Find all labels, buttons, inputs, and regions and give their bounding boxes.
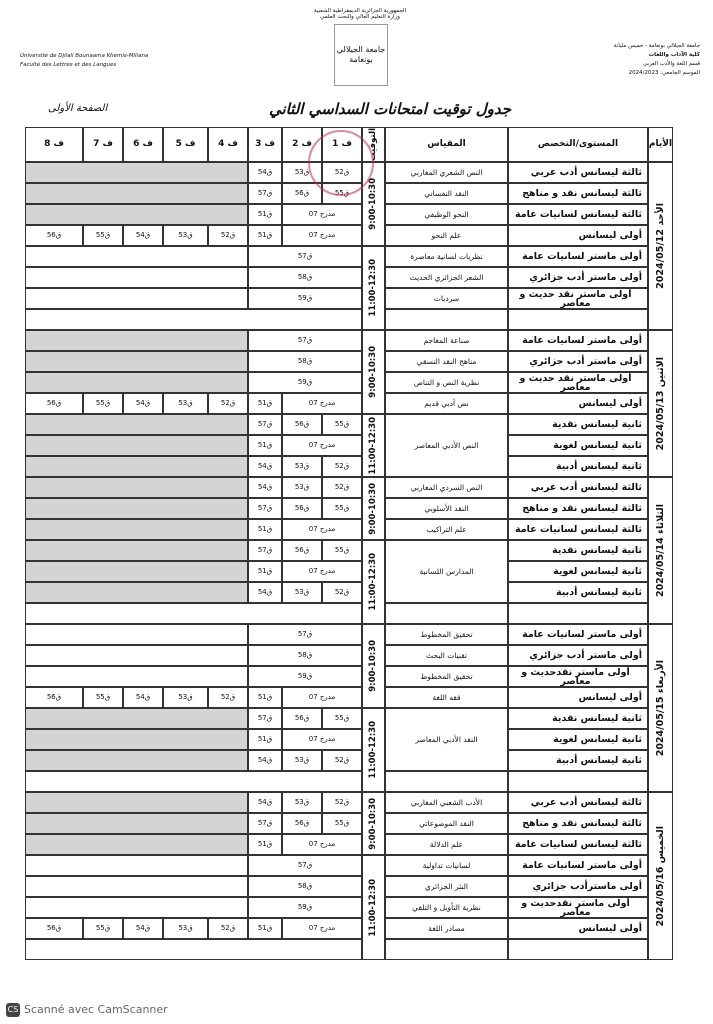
room-cell: ق54 xyxy=(123,687,163,708)
level-cell: أولى ليسانس xyxy=(508,687,648,708)
header-right-line-2: كلية الآداب واللغات xyxy=(648,52,700,58)
room-cell: ق54 xyxy=(248,582,282,603)
level-cell: أولى ماستر أدب جزائري xyxy=(508,267,648,288)
empty-room-cell xyxy=(25,204,248,225)
room-cell: ق57 xyxy=(248,246,362,267)
room-cell: ق54 xyxy=(248,162,282,183)
level-cell: ثالثة ليسانس لسانيات عامة xyxy=(508,519,648,540)
level-cell: ثالثة ليسانس أدب عربي xyxy=(508,792,648,813)
room-cell: ق52 xyxy=(208,225,248,246)
subject-cell xyxy=(385,309,508,330)
header-center-line-2: وزارة التعليم العالي والبحث العلمي xyxy=(320,14,400,20)
room-cell: ق57 xyxy=(248,498,282,519)
room-cell: ق51 xyxy=(248,435,282,456)
page-label: الصفحة الأولى xyxy=(48,103,108,114)
col-header-room-8: ف 8 xyxy=(25,127,83,162)
subject-cell xyxy=(385,771,508,792)
room-cell: ق55 xyxy=(83,918,123,939)
subject-cell: الشعر الجزائري الحديث xyxy=(385,267,508,288)
room-cell: ق59 xyxy=(248,666,362,687)
room-cell: ق56 xyxy=(25,918,83,939)
subject-cell: تحقيق المخطوط xyxy=(385,666,508,687)
header-right-line-4: الموسم الجامعي: 2024/2023 xyxy=(628,70,700,76)
subject-cell: تحقيق المخطوط xyxy=(385,624,508,645)
time-slot-label: 11:00-12:30 xyxy=(368,721,378,779)
room-cell: ق54 xyxy=(248,792,282,813)
room-cell: ق51 xyxy=(248,729,282,750)
level-cell: أولى ماستر نقد حديث و معاصر xyxy=(508,288,648,309)
empty-room-cell xyxy=(25,267,248,288)
time-slot-label: 11:00-12:30 xyxy=(368,553,378,611)
room-cell: ق56 xyxy=(25,393,83,414)
room-cell: ق57 xyxy=(248,708,282,729)
subject-cell: نص أدبي قديم xyxy=(385,393,508,414)
empty-room-cell xyxy=(25,813,248,834)
subject-cell: النقد النفساني xyxy=(385,183,508,204)
level-cell xyxy=(508,771,648,792)
empty-room-cell xyxy=(25,876,248,897)
room-cell: ق57 xyxy=(248,540,282,561)
room-cell: ق51 xyxy=(248,687,282,708)
level-cell: أولى ماستر لسانيات عامة xyxy=(508,330,648,351)
time-slot-cell xyxy=(362,414,385,477)
room-cell: ق53 xyxy=(163,225,208,246)
header-center xyxy=(300,8,420,20)
level-cell: ثالثة ليسانس نقد و مناهج xyxy=(508,183,648,204)
room-cell: ق54 xyxy=(123,393,163,414)
room-cell: ق54 xyxy=(248,750,282,771)
subject-cell: علم الدلالة xyxy=(385,834,508,855)
subject-cell: النقد الموضوعاتي xyxy=(385,813,508,834)
room-cell: ق53 xyxy=(282,477,322,498)
level-cell: ثانية ليسانس نقدية xyxy=(508,414,648,435)
level-cell: أولى ماستر نقدحديث و معاصر xyxy=(508,897,648,918)
room-cell: مدرج 07 xyxy=(282,687,362,708)
level-cell: ثانية ليسانس نقدية xyxy=(508,708,648,729)
subject-cell: لسانيات تداولية xyxy=(385,855,508,876)
subject-cell: النقد الأسلوبي xyxy=(385,498,508,519)
room-cell: ق53 xyxy=(282,750,322,771)
room-cell: مدرج 07 xyxy=(282,729,362,750)
room-cell: ق56 xyxy=(282,183,322,204)
room-cell: مدرج 07 xyxy=(282,204,362,225)
empty-room-cell xyxy=(25,519,248,540)
room-cell: ق58 xyxy=(248,351,362,372)
empty-room-cell xyxy=(25,498,248,519)
subject-cell: النثر الجزائري xyxy=(385,876,508,897)
time-slot-cell xyxy=(362,330,385,414)
empty-room-cell xyxy=(25,561,248,582)
subject-cell: نظرية النص و التناص xyxy=(385,372,508,393)
col-header-time-label: التوقيت xyxy=(368,128,378,161)
room-cell: ق51 xyxy=(248,834,282,855)
level-cell: ثانية ليسانس أدبية xyxy=(508,456,648,477)
subject-cell: النص السردي المغاربي xyxy=(385,477,508,498)
empty-room-cell xyxy=(25,351,248,372)
room-cell: مدرج 07 xyxy=(282,393,362,414)
subject-cell: النص الشعري المغاربي xyxy=(385,162,508,183)
empty-room-cell xyxy=(25,750,248,771)
time-slot-cell xyxy=(362,708,385,792)
level-cell: أولى ماستر نقدحديث و معاصر xyxy=(508,666,648,687)
day-cell xyxy=(648,624,673,792)
room-cell: ق57 xyxy=(248,855,362,876)
empty-room-cell xyxy=(25,666,248,687)
level-cell: ثالثة ليسانس أدب عربي xyxy=(508,162,648,183)
day-label: الأربعاء 2024/05/15 xyxy=(655,659,666,757)
room-cell: ق53 xyxy=(163,687,208,708)
room-cell: ق57 xyxy=(248,624,362,645)
empty-room-cell xyxy=(25,582,248,603)
empty-room-cell xyxy=(25,897,248,918)
empty-room-cell xyxy=(25,834,248,855)
col-header-room-6: ف 6 xyxy=(123,127,163,162)
time-slot-label: 11:00-12:30 xyxy=(368,878,378,937)
empty-room-cell xyxy=(25,477,248,498)
level-cell: ثانية ليسانس نقدية xyxy=(508,540,648,561)
time-slot-label: 9:00-10:30 xyxy=(368,178,378,230)
empty-room-cell xyxy=(25,540,248,561)
level-cell: أولى ليسانس xyxy=(508,225,648,246)
header-right xyxy=(560,42,700,78)
room-cell: ق56 xyxy=(282,498,322,519)
subject-cell: النقد الأدبي المعاصر xyxy=(385,708,508,771)
page-title: جدول توقيت امتحانات السداسي الثاني xyxy=(268,100,512,118)
header-left-line-1: Université de Djilali Bounaama Khemis-Miliana xyxy=(20,53,149,59)
room-cell: ق53 xyxy=(282,582,322,603)
header-left-line-2: Faculté des Lettres et des Langues xyxy=(20,62,117,68)
empty-room-cell xyxy=(25,414,248,435)
subject-cell xyxy=(385,603,508,624)
room-cell: ق52 xyxy=(322,456,362,477)
day-cell xyxy=(648,477,673,624)
day-label: الأحد 2024/05/12 xyxy=(655,203,666,289)
time-slot-label: 11:00-12:30 xyxy=(368,259,378,317)
level-cell: ثالثة ليسانس نقد و مناهج xyxy=(508,813,648,834)
level-cell: ثانية ليسانس أدبية xyxy=(508,750,648,771)
level-cell: ثالثة ليسانس لسانيات عامة xyxy=(508,834,648,855)
exam-schedule-table xyxy=(25,127,673,960)
room-cell: مدرج 07 xyxy=(282,225,362,246)
day-cell xyxy=(648,792,673,960)
empty-room-cell xyxy=(25,456,248,477)
subject-cell: الأدب الشعبي المغاربي xyxy=(385,792,508,813)
time-slot-label: 9:00-10:30 xyxy=(368,797,378,850)
room-cell: مدرج 07 xyxy=(282,918,362,939)
level-cell: ثانية ليسانس لغوية xyxy=(508,561,648,582)
room-cell: ق51 xyxy=(248,918,282,939)
time-slot-cell xyxy=(362,246,385,330)
room-cell: ق51 xyxy=(248,561,282,582)
room-cell: ق54 xyxy=(248,477,282,498)
room-cell: ق57 xyxy=(248,183,282,204)
subject-cell: تقنيات البحث xyxy=(385,645,508,666)
level-cell xyxy=(508,603,648,624)
empty-room-cell xyxy=(25,708,248,729)
room-cell: ق56 xyxy=(282,708,322,729)
room-cell: ق58 xyxy=(248,876,362,897)
room-cell: مدرج 07 xyxy=(282,834,362,855)
level-cell xyxy=(508,939,648,960)
level-cell: ثانية ليسانس لغوية xyxy=(508,435,648,456)
room-cell: ق54 xyxy=(123,918,163,939)
empty-room-cell xyxy=(25,162,248,183)
level-cell: أولى ماستر نقد حديث و معاصر xyxy=(508,372,648,393)
subject-cell: فقه اللغة xyxy=(385,687,508,708)
room-cell: مدرج 07 xyxy=(282,561,362,582)
room-cell: ق53 xyxy=(163,393,208,414)
room-cell: مدرج 07 xyxy=(282,519,362,540)
room-cell: ق56 xyxy=(25,687,83,708)
room-cell: ق53 xyxy=(163,918,208,939)
room-cell: ق51 xyxy=(248,519,282,540)
room-cell: ق52 xyxy=(322,750,362,771)
level-cell: أولى ليسانس xyxy=(508,918,648,939)
time-slot-cell xyxy=(362,540,385,624)
subject-cell: سرديات xyxy=(385,288,508,309)
subject-cell: نظريات لسانية معاصرة xyxy=(385,246,508,267)
room-cell: ق53 xyxy=(282,792,322,813)
level-cell: أولى ماستر لسانيات عامة xyxy=(508,246,648,267)
room-cell: ق55 xyxy=(322,813,362,834)
empty-row-cell xyxy=(25,771,362,792)
room-cell: ق57 xyxy=(248,330,362,351)
room-cell: ق55 xyxy=(83,687,123,708)
time-slot-cell xyxy=(362,477,385,540)
day-label: الاثنين 2024/05/13 xyxy=(655,356,666,451)
empty-room-cell xyxy=(25,183,248,204)
header-right-line-1: جامعة الجيلالي بونعامة - خميس مليانة xyxy=(613,43,700,49)
empty-room-cell xyxy=(25,330,248,351)
room-cell: ق52 xyxy=(322,477,362,498)
time-slot-label: 9:00-10:30 xyxy=(368,346,378,398)
empty-room-cell xyxy=(25,855,248,876)
room-cell: مدرج 07 xyxy=(282,435,362,456)
subject-cell: علم النحو xyxy=(385,225,508,246)
empty-row-cell xyxy=(25,309,362,330)
empty-row-cell xyxy=(25,939,362,960)
subject-cell xyxy=(385,939,508,960)
room-cell: ق51 xyxy=(248,204,282,225)
room-cell: ق55 xyxy=(322,540,362,561)
room-cell: ق54 xyxy=(248,456,282,477)
level-cell xyxy=(508,309,648,330)
logo-text: جامعة الجيلالي بونعامة xyxy=(336,45,386,64)
room-cell: ق52 xyxy=(322,582,362,603)
empty-room-cell xyxy=(25,435,248,456)
col-header-room-7: ف 7 xyxy=(83,127,123,162)
time-slot-label: 9:00-10:30 xyxy=(368,482,378,535)
subject-cell: المدارس اللسانية xyxy=(385,540,508,603)
empty-room-cell xyxy=(25,288,248,309)
col-header-room-3: ف 3 xyxy=(248,127,282,162)
level-cell: ثانية ليسانس لغوية xyxy=(508,729,648,750)
room-cell: ق51 xyxy=(248,225,282,246)
level-cell: ثالثة ليسانس أدب عربي xyxy=(508,477,648,498)
header-right-line-3: قسم اللغة والأدب العربي xyxy=(642,61,700,67)
subject-cell: نظرية التأويل و التلقي xyxy=(385,897,508,918)
col-header-room-2: ف 2 xyxy=(282,127,322,162)
room-cell: ق55 xyxy=(322,498,362,519)
time-slot-cell xyxy=(362,792,385,855)
empty-room-cell xyxy=(25,624,248,645)
col-header-room-1: ف 1 xyxy=(322,127,362,162)
time-slot-label: 11:00-12:30 xyxy=(368,416,378,475)
room-cell: ق58 xyxy=(248,267,362,288)
empty-room-cell xyxy=(25,645,248,666)
room-cell: ق56 xyxy=(282,813,322,834)
room-cell: ق55 xyxy=(322,183,362,204)
day-label: الثلاثاء 2024/05/14 xyxy=(655,503,666,598)
subject-cell: النص الأدبي المعاصر xyxy=(385,414,508,477)
empty-row-cell xyxy=(25,603,362,624)
room-cell: ق52 xyxy=(322,162,362,183)
header-left xyxy=(20,52,148,70)
subject-cell: علم التراكيب xyxy=(385,519,508,540)
level-cell: أولى ماستر أدب جزائري xyxy=(508,645,648,666)
subject-cell: مصادر اللغة xyxy=(385,918,508,939)
room-cell: ق56 xyxy=(282,414,322,435)
room-cell: ق54 xyxy=(123,225,163,246)
official-stamp xyxy=(308,130,374,196)
day-cell xyxy=(648,330,673,477)
level-cell: أولى ماستر لسانيات عامة xyxy=(508,624,648,645)
room-cell: ق52 xyxy=(208,393,248,414)
camscanner-icon: CS xyxy=(6,1003,20,1017)
room-cell: ق52 xyxy=(322,792,362,813)
level-cell: ثالثة ليسانس نقد و مناهج xyxy=(508,498,648,519)
room-cell: ق55 xyxy=(322,708,362,729)
header-center-line-1: الجمهورية الجزائرية الديمقراطية الشعبية xyxy=(313,8,407,14)
col-header-subject: المقياس xyxy=(385,127,508,162)
room-cell: ق51 xyxy=(248,393,282,414)
level-cell: أولى ماستر لسانيات عامة xyxy=(508,855,648,876)
room-cell: ق52 xyxy=(208,687,248,708)
level-cell: أولى ليسانس xyxy=(508,393,648,414)
day-label: الخميس 2024/05/16 xyxy=(655,825,666,927)
time-slot-label: 9:00-10:30 xyxy=(368,640,378,692)
room-cell: ق57 xyxy=(248,414,282,435)
room-cell: ق52 xyxy=(208,918,248,939)
room-cell: ق55 xyxy=(322,414,362,435)
col-header-days: الأيام xyxy=(648,127,673,162)
room-cell: ق56 xyxy=(282,540,322,561)
university-logo xyxy=(334,24,388,86)
empty-room-cell xyxy=(25,372,248,393)
subject-cell: مناهج النقد النسقي xyxy=(385,351,508,372)
empty-room-cell xyxy=(25,792,248,813)
level-cell: ثالثة ليسانس لسانيات عامة xyxy=(508,204,648,225)
empty-room-cell xyxy=(25,729,248,750)
time-slot-cell xyxy=(362,855,385,960)
level-cell: أولى ماسترأدب جزائري xyxy=(508,876,648,897)
room-cell: ق59 xyxy=(248,288,362,309)
time-slot-cell xyxy=(362,624,385,708)
col-header-room-4: ف 4 xyxy=(208,127,248,162)
room-cell: ق59 xyxy=(248,372,362,393)
col-header-room-5: ف 5 xyxy=(163,127,208,162)
room-cell: ق57 xyxy=(248,813,282,834)
room-cell: ق55 xyxy=(83,393,123,414)
empty-room-cell xyxy=(25,246,248,267)
footer-text: Scanné avec CamScanner xyxy=(24,1003,168,1016)
room-cell: ق59 xyxy=(248,897,362,918)
col-header-level: المستوى/التخصص xyxy=(508,127,648,162)
subject-cell: النحو الوظيفي xyxy=(385,204,508,225)
room-cell: ق58 xyxy=(248,645,362,666)
room-cell: ق53 xyxy=(282,162,322,183)
level-cell: ثانية ليسانس أدبية xyxy=(508,582,648,603)
room-cell: ق53 xyxy=(282,456,322,477)
scanner-footer xyxy=(6,1003,168,1017)
day-cell xyxy=(648,162,673,330)
room-cell: ق56 xyxy=(25,225,83,246)
subject-cell: صناعة المعاجم xyxy=(385,330,508,351)
level-cell: أولى ماستر أدب جزائري xyxy=(508,351,648,372)
room-cell: ق55 xyxy=(83,225,123,246)
